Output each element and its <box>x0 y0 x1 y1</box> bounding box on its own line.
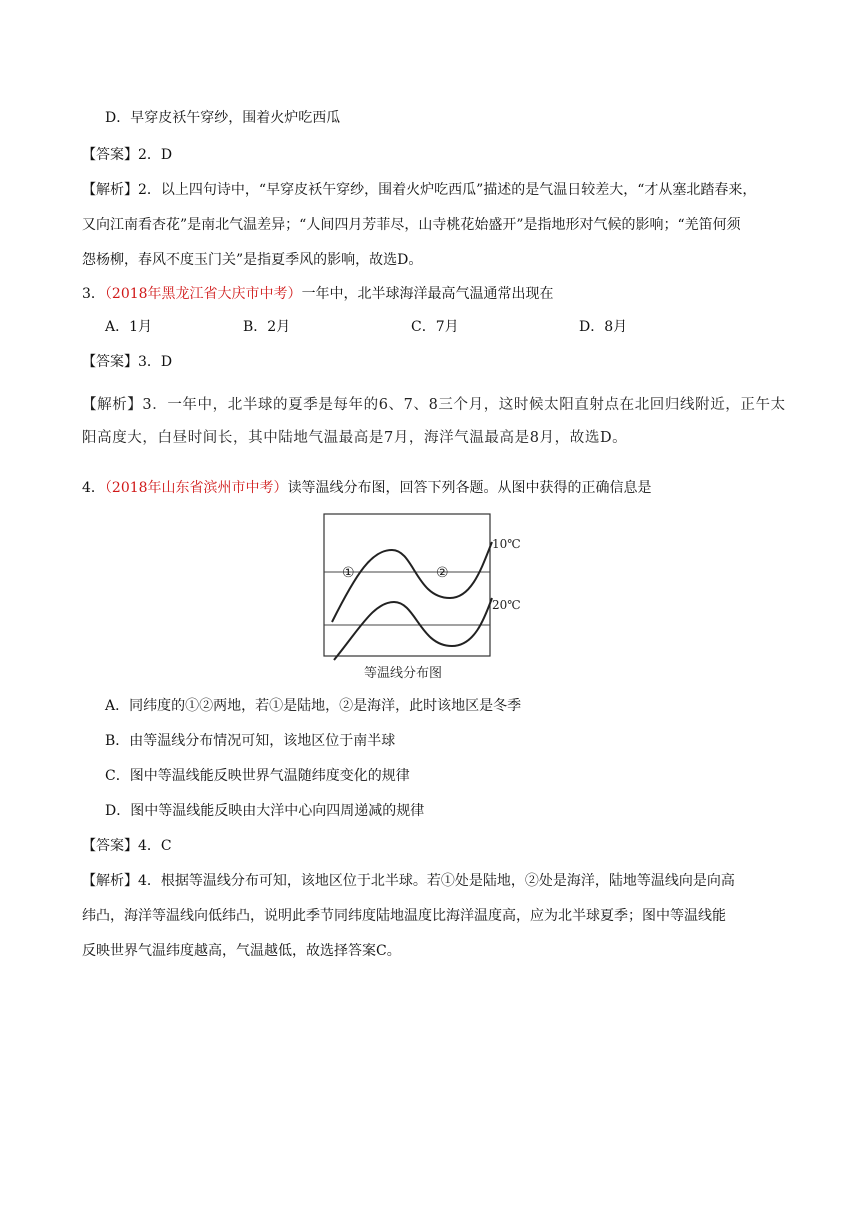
figure-frame <box>324 514 490 656</box>
q4-number: 4． <box>82 480 105 496</box>
q4-option-d: D．图中等温线能反映由大洋中心向四周递减的规律 <box>105 803 425 819</box>
q4-analysis-line-3: 反映世界气温纬度越高，气温越低，故选择答案C。 <box>82 943 401 959</box>
isotherm-figure <box>322 512 532 682</box>
label-20c: 20℃ <box>492 598 521 612</box>
marker-1: ① <box>342 565 355 581</box>
q4-option-a: A．同纬度的①②两地，若①是陆地，②是海洋，此时该地区是冬季 <box>105 698 522 714</box>
q4-analysis-line-1: 【解析】4．根据等温线分布可知，该地区位于北半球。若①处是陆地，②处是海洋，陆地等温线向是向高 <box>82 873 735 889</box>
marker-2: ② <box>436 565 449 581</box>
isotherm-10 <box>332 542 492 622</box>
q4-option-b: B．由等温线分布情况可知，该地区位于南半球 <box>105 733 396 749</box>
q2-answer: 【答案】2．D <box>82 147 173 163</box>
q3-analysis-line-2: 阳高度大，白昼时间长，其中陆地气温最高是7月，海洋气温最高是8月，故选D。 <box>82 430 628 446</box>
q3-number: 3． <box>82 286 105 302</box>
q2-option-d: D．早穿皮袄午穿纱，围着火炉吃西瓜 <box>105 110 341 126</box>
q3-option-c: C．7月 <box>411 319 459 335</box>
q4-answer: 【答案】4．C <box>82 838 172 854</box>
q3-source: （2018年黑龙江省大庆市中考） <box>104 286 302 302</box>
q4-source: （2018年山东省滨州市中考） <box>104 480 288 496</box>
q2-analysis-line-3: 怨杨柳，春风不度玉门关”是指夏季风的影响，故选D。 <box>82 252 423 268</box>
q3-stem-text: 一年中，北半球海洋最高气温通常出现在 <box>301 286 554 302</box>
q3-answer: 【答案】3．D <box>82 354 173 370</box>
q4-stem-text: 读等温线分布图，回答下列各题。从图中获得的正确信息是 <box>287 480 652 496</box>
q3-option-a: A．1月 <box>105 319 153 335</box>
q4-analysis-line-2: 纬凸，海洋等温线向低纬凸，说明此季节同纬度陆地温度比海洋温度高，应为北半球夏季；图中等温线能 <box>82 908 726 924</box>
q3-option-d: D．8月 <box>579 319 628 335</box>
q3-option-b: B．2月 <box>243 319 291 335</box>
figure-caption: 等温线分布图 <box>364 666 443 681</box>
label-10c: 10℃ <box>492 537 521 551</box>
q4-option-c: C．图中等温线能反映世界气温随纬度变化的规律 <box>105 768 410 784</box>
isotherm-20 <box>334 598 492 660</box>
q2-analysis-line-2: 又向江南看杏花”是南北气温差异；“人间四月芳菲尽，山寺桃花始盛开”是指地形对气候的影响；“羌笛何须 <box>82 217 741 233</box>
q3-analysis-line-1: 【解析】3．一年中，北半球的夏季是每年的6、7、8三个月，这时候太阳直射点在北回归线附近，正午太 <box>82 397 786 413</box>
q3-stem <box>82 284 800 304</box>
q4-stem <box>82 478 800 498</box>
q2-analysis-line-1: 【解析】2．以上四句诗中，“早穿皮袄午穿纱，围着火炉吃西瓜”描述的是气温日较差大，“才从塞北踏春来， <box>82 182 757 198</box>
